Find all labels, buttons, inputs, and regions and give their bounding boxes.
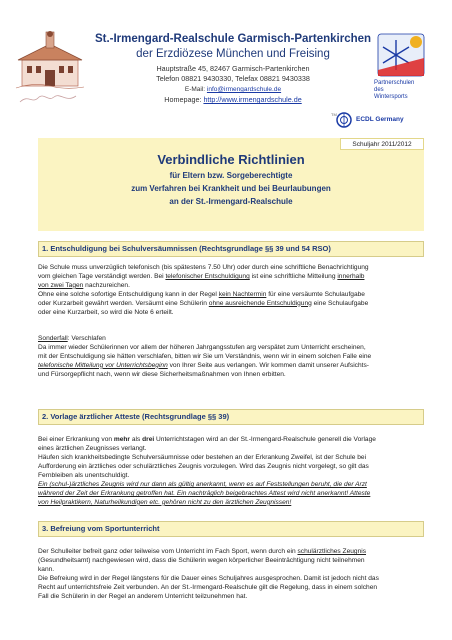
signature-mark: [18, 92, 78, 106]
s3-line: Recht auf unterrichtsfreie Zeit verbunden. An der St.-Irmengard-Realschule gilt die Regelung, dass in einem solchen: [38, 583, 378, 591]
school-phone: Telefon 08821 9430330, Telefax 08821 9430338: [156, 74, 310, 83]
title-line-2: zum Verfahren bei Krankheit und bei Beurlaubungen: [131, 184, 331, 193]
s1-line: [38, 335, 424, 344]
underlined-text: von zwei Tagen: [38, 281, 84, 289]
text: ist eine schriftliche Mitteilung: [249, 272, 338, 280]
s2-line: [38, 436, 424, 445]
homepage-label: Homepage:: [164, 95, 204, 104]
s3-line: [38, 548, 424, 557]
underlined-text: Sonderfall: [38, 335, 68, 342]
homepage-line: [88, 95, 378, 105]
document-title: Verbindliche Richtlinien: [157, 152, 305, 167]
partner-line-3: Wintersports: [374, 94, 408, 100]
email-link[interactable]: info@irmengardschule.de: [206, 86, 282, 93]
text: eine Schulaufgabe: [311, 299, 369, 307]
s1-line: Die Schule muss unverzüglich telefonisch (bis spätestens 7.50 Uhr) oder durch eine schriftliche Benachrichtigung: [38, 264, 369, 271]
ecdl-trademark: TM: [331, 112, 337, 117]
section-3-paragraph-1: [38, 548, 424, 601]
section-2-paragraph-2: [38, 481, 424, 508]
text: oder Kurzarbeit gewährt werden. Versäumt eine Schülerin: [38, 299, 209, 307]
section-1-paragraph-2: [38, 335, 424, 380]
text: als: [130, 436, 143, 443]
email-line: [88, 85, 378, 95]
snowflake-sun-logo: [372, 30, 430, 80]
section-1-heading: 1. Entschuldigung bei Schulversäumnissen (Rechtsgrundlage §§ 39 und 54 RSO): [38, 241, 424, 257]
partner-schools-label: [374, 80, 432, 101]
s2-line: Ein (schul-)ärztliches Zeugnis wird nur dann als gültig anerkannt, wenn es auf Feststellungen beruht, die der Arzt: [38, 481, 367, 488]
bold-text: mehr: [113, 436, 130, 443]
school-year-badge: Schuljahr 2011/2012: [340, 138, 424, 150]
partner-line-1: Partnerschulen: [374, 80, 415, 86]
school-subtitle: der Erzdiözese München und Freising: [136, 48, 330, 60]
homepage-link[interactable]: http://www.irmengardschule.de: [203, 95, 302, 104]
s2-line: Fernbleiben als unentschuldigt.: [38, 471, 130, 479]
text: Der Schulleiter befreit ganz oder teilweise vom Unterricht im Fach Sport, wenn durch ein: [38, 548, 298, 555]
title-line-1: für Eltern bzw. Sorgeberechtigte: [169, 171, 293, 180]
s1-line: [38, 362, 424, 371]
s2-line: eines ärztlichen Zeugnisses verlangt.: [38, 444, 147, 452]
text: nachzureichen.: [83, 281, 130, 289]
text: : Verschlafen: [67, 335, 106, 342]
s2-line: Aufforderung ein ärztliches oder schulärztliches Zeugnis vorzulegen. Wird das Zeugnis nicht vorgelegt, so gilt das: [38, 462, 369, 470]
underlined-text: telefonischer Entschuldigung: [165, 272, 250, 280]
s1-line: [38, 291, 424, 300]
s3-line: Die Befreiung wird in der Regel längstens für die Dauer eines Schuljahres ausgesprochen. Damit ist jedoch nicht das: [38, 574, 379, 582]
s1-line: mit der Entschuldigung sie hätten verschlafen, bitten wir Sie um Verständnis, wenn wir in einem solchen Falle eine: [38, 352, 372, 360]
text: Bei einer Erkrankung von: [38, 436, 114, 443]
partner-line-2: des: [374, 87, 384, 93]
s1-line: [38, 282, 424, 291]
text: Unterrichtstagen wird an der St.-Irmengard-Realschule generell die Vorlage: [154, 436, 376, 443]
underlined-text: ohne ausreichende Entschuldigung: [208, 299, 312, 307]
s3-line: kann.: [38, 565, 55, 573]
s1-line: und Fürsorgepflicht nach, wenn wir diese Sicherheitsmaßnahmen von Ihnen erbitten.: [38, 370, 286, 378]
s1-line: Da immer wieder Schülerinnen vor allem der höheren Jahrgangsstufen arg verspätet zum Unterricht erscheinen,: [38, 343, 366, 351]
section-3-heading: 3. Befreiung vom Sportunterricht: [38, 521, 424, 537]
underlined-text: innerhalb: [337, 272, 365, 280]
section-2-paragraph-1: [38, 436, 424, 481]
title-line-3: an der St.-Irmengard-Realschule: [169, 197, 293, 206]
s3-line: (Gesundheitsamt) nachgewiesen wird, dass die Schülerin wegen körperlicher Beeinträchtigung nicht teilnehmen: [38, 556, 365, 564]
s1-line: oder eine Kurzarbeit, so wird die Note 6 erteilt.: [38, 308, 174, 316]
s1-line: [38, 273, 424, 282]
text: Ohne eine solche sofortige Entschuldigung kann in der Regel: [38, 290, 219, 298]
underlined-text: kein Nachtermin: [218, 290, 267, 298]
text: von Ihrer Seite aus verlangen. Wir kommen damit unserer Aufsichts-: [167, 361, 369, 369]
bold-text: drei: [142, 436, 155, 443]
italic-underlined-text: telefonische Mitteilung vor Unterrichtsbeginn: [38, 361, 168, 369]
school-building-logo: [14, 30, 86, 90]
ecdl-label: ECDL Germany: [356, 116, 404, 123]
text: für eine versäumte Schulaufgabe: [266, 290, 365, 298]
s2-line: während der Zeit der Erkrankung getroffen hat. Ein nachträglich beigebrachtes Attest wird nicht anerkannt! Atteste: [38, 489, 371, 497]
s3-line: Fall die Schülerin in der Regel an anderem Unterricht teilzunehmen hat.: [38, 592, 248, 600]
email-label: E-Mail:: [184, 86, 207, 93]
school-name: St.-Irmengard-Realschule Garmisch-Partenkirchen: [94, 33, 372, 45]
school-address: Hauptstraße 45, 82467 Garmisch-Partenkirchen: [156, 64, 310, 73]
s2-line: Häufen sich krankheitsbedingte Schulversäumnisse oder bestehen an der Erkrankung Zweifel, ist der Schule bei: [38, 453, 367, 461]
s2-line: von Heilpraktikern, Naturheilkundigen etc. gehören nicht zu den ärztlichen Zeugnissen!: [38, 498, 292, 506]
ecdl-logo-icon: [336, 112, 352, 128]
section-1-paragraph-1: [38, 264, 424, 317]
section-2-heading: 2. Vorlage ärztlicher Atteste (Rechtsgrundlage §§ 39): [38, 409, 424, 425]
s1-line: [38, 300, 424, 309]
underlined-text: schulärztliches Zeugnis: [297, 548, 367, 555]
text: vom gleichen Tage verständigt werden. Bei: [38, 272, 166, 280]
